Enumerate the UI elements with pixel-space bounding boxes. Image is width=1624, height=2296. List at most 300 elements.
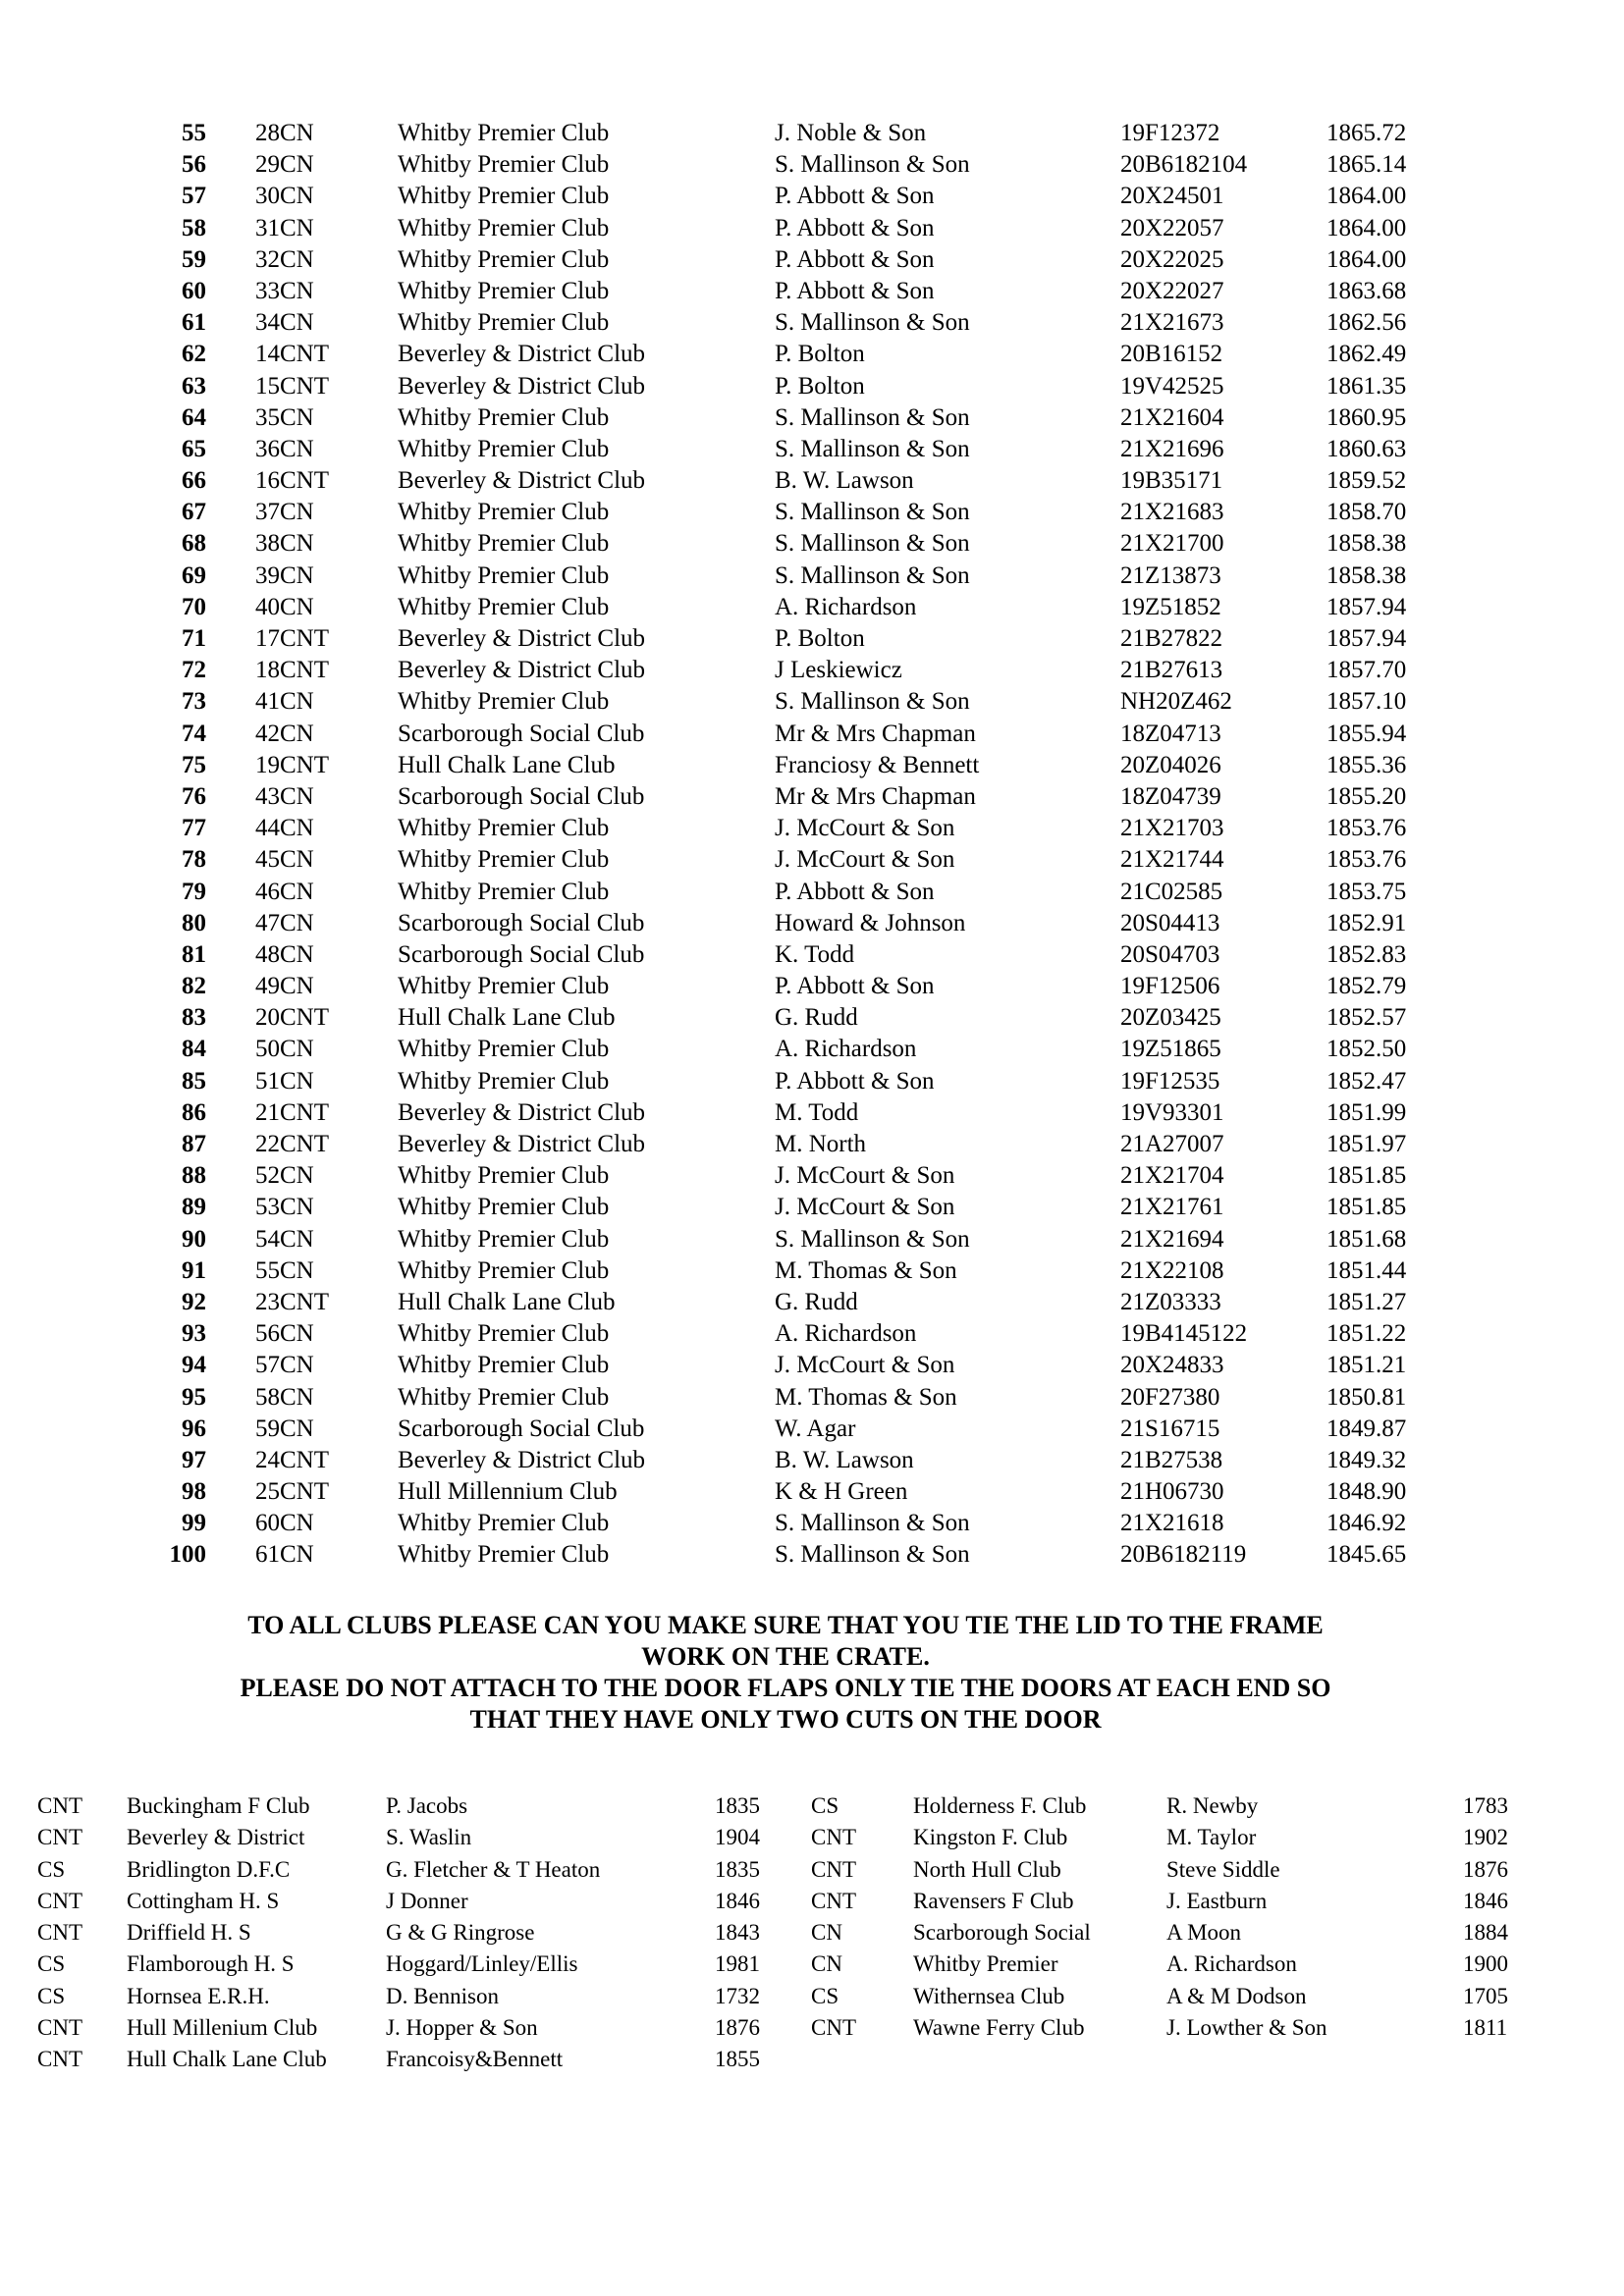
- velocity: 1845.65: [1326, 1541, 1407, 1569]
- club-name: Withernsea Club: [913, 1983, 1065, 2008]
- club-name: Beverley & District: [127, 1825, 305, 1850]
- entry-code: 21CNT: [255, 1098, 329, 1126]
- entry-code: 32CN: [255, 245, 314, 273]
- club-name: Bridlington D.F.C: [127, 1856, 291, 1882]
- winner-name: A & M Dodson: [1166, 1983, 1307, 2008]
- position: 78: [182, 846, 206, 874]
- club-name: Flamborough H. S: [127, 1951, 295, 1977]
- velocity: 1860.63: [1326, 435, 1407, 462]
- entry-code: 39CN: [255, 561, 314, 589]
- club-name: Whitby Premier Club: [398, 878, 610, 905]
- club-name: Beverley & District Club: [398, 467, 646, 495]
- owner-name: Franciosy & Bennett: [775, 751, 980, 778]
- position: 83: [182, 1004, 206, 1032]
- position: 81: [182, 940, 206, 968]
- owner-name: M. Todd: [775, 1098, 859, 1126]
- section-code: CS: [37, 1856, 66, 1882]
- club-name: Scarborough Social Club: [398, 909, 645, 936]
- club-name: Beverley & District Club: [398, 1446, 646, 1473]
- velocity: 1862.56: [1326, 309, 1407, 337]
- result-row: [162, 1066, 1438, 1097]
- winner-name: M. Taylor: [1166, 1825, 1257, 1850]
- ring-number: 20X24501: [1120, 183, 1224, 210]
- owner-name: J Leskiewicz: [775, 657, 902, 684]
- club-name: Whitby Premier Club: [398, 277, 610, 304]
- velocity: 1857.10: [1326, 688, 1407, 716]
- winner-name: P. Jacobs: [386, 1793, 468, 1818]
- section-code: CNT: [811, 1856, 856, 1882]
- ring-number: 20B6182119: [1120, 1541, 1247, 1569]
- owner-name: P. Abbott & Son: [775, 973, 935, 1000]
- ring-number: 20S04413: [1120, 909, 1220, 936]
- club-name: Cottingham H. S: [127, 1888, 280, 1913]
- club-name: Whitby Premier Club: [398, 1541, 610, 1569]
- entry-code: 24CNT: [255, 1446, 329, 1473]
- club-name: North Hull Club: [913, 1856, 1061, 1882]
- entry-code: 45CN: [255, 846, 314, 874]
- ring-number: 21A27007: [1120, 1131, 1224, 1157]
- owner-name: Howard & Johnson: [775, 909, 966, 936]
- result-row: [162, 497, 1438, 528]
- section-code: CNT: [37, 1888, 82, 1913]
- result-row: [162, 686, 1438, 718]
- result-row: [162, 1192, 1438, 1223]
- club-summary-right: [811, 1790, 1518, 2044]
- club-name: Whitby Premier Club: [398, 815, 610, 842]
- club-name: Driffield H. S: [127, 1920, 251, 1946]
- ring-number: 20B16152: [1120, 341, 1223, 368]
- club-name: Beverley & District Club: [398, 372, 646, 400]
- velocity: 1811: [1463, 2015, 1508, 2041]
- position: 75: [182, 751, 206, 778]
- ring-number: 19V42525: [1120, 372, 1224, 400]
- owner-name: P. Bolton: [775, 341, 865, 368]
- result-row: [162, 939, 1438, 971]
- ring-number: 20X22025: [1120, 245, 1224, 273]
- ring-number: 21X22108: [1120, 1256, 1224, 1284]
- section-code: CS: [37, 1983, 66, 2008]
- result-row: [162, 118, 1438, 149]
- position: 79: [182, 878, 206, 905]
- club-name: Hull Chalk Lane Club: [398, 1004, 616, 1032]
- winner-name: A Moon: [1166, 1920, 1242, 1946]
- owner-name: S. Mallinson & Son: [775, 435, 970, 462]
- ring-number: 19F12372: [1120, 120, 1220, 146]
- position: 72: [182, 657, 206, 684]
- velocity: 1846.92: [1326, 1510, 1407, 1537]
- owner-name: S. Mallinson & Son: [775, 1510, 970, 1537]
- summary-row: [37, 2012, 774, 2044]
- velocity: 1732: [715, 1983, 760, 2008]
- owner-name: S. Mallinson & Son: [775, 309, 970, 337]
- velocity: 1851.85: [1326, 1162, 1407, 1190]
- position: 97: [182, 1446, 206, 1473]
- owner-name: Mr & Mrs Chapman: [775, 720, 976, 747]
- owner-name: P. Abbott & Son: [775, 214, 935, 241]
- notice-line: PLEASE DO NOT ATTACH TO THE DOOR FLAPS ONLY TIE THE DOORS AT EACH END SO: [240, 1674, 1331, 1702]
- club-name: Whitby Premier Club: [398, 214, 610, 241]
- club-name: Whitby Premier Club: [398, 499, 610, 526]
- owner-name: J. Noble & Son: [775, 120, 927, 146]
- owner-name: S. Mallinson & Son: [775, 151, 970, 179]
- ring-number: 19F12506: [1120, 973, 1220, 1000]
- ring-number: 19Z51852: [1120, 593, 1221, 620]
- section-code: CNT: [37, 1793, 82, 1818]
- ring-number: 21Z03333: [1120, 1288, 1221, 1315]
- winner-name: R. Newby: [1166, 1793, 1259, 1818]
- ring-number: 20B6182104: [1120, 151, 1248, 179]
- result-row: [162, 181, 1438, 212]
- position: 94: [182, 1352, 206, 1379]
- velocity: 1851.85: [1326, 1194, 1407, 1221]
- result-row: [162, 276, 1438, 307]
- result-row: [162, 149, 1438, 181]
- velocity: 1864.00: [1326, 245, 1407, 273]
- owner-name: K. Todd: [775, 940, 855, 968]
- ring-number: 21B27822: [1120, 625, 1223, 652]
- result-row: [162, 1287, 1438, 1318]
- result-row: [162, 1318, 1438, 1350]
- velocity: 1857.94: [1326, 625, 1407, 652]
- result-row: [162, 877, 1438, 908]
- ring-number: 20X24833: [1120, 1352, 1224, 1379]
- velocity: 1855.20: [1326, 782, 1407, 810]
- entry-code: 51CN: [255, 1067, 314, 1095]
- ring-number: 21B27613: [1120, 657, 1223, 684]
- entry-code: 31CN: [255, 214, 314, 241]
- ring-number: 21C02585: [1120, 878, 1223, 905]
- winner-name: Francoisy&Bennett: [386, 2047, 564, 2072]
- velocity: 1835: [715, 1856, 760, 1882]
- club-name: Beverley & District Club: [398, 341, 646, 368]
- owner-name: S. Mallinson & Son: [775, 499, 970, 526]
- position: 59: [182, 245, 206, 273]
- club-name: Whitby Premier Club: [398, 593, 610, 620]
- entry-code: 54CN: [255, 1225, 314, 1253]
- club-name: Scarborough Social: [913, 1920, 1091, 1946]
- club-name: Whitby Premier Club: [398, 688, 610, 716]
- result-row: [162, 781, 1438, 813]
- entry-code: 23CNT: [255, 1288, 329, 1315]
- velocity: 1852.79: [1326, 973, 1407, 1000]
- position: 86: [182, 1098, 206, 1126]
- entry-code: 48CN: [255, 940, 314, 968]
- result-row: [162, 1129, 1438, 1160]
- velocity: 1852.57: [1326, 1004, 1407, 1032]
- entry-code: 56CN: [255, 1320, 314, 1348]
- club-name: Hull Chalk Lane Club: [127, 2047, 327, 2072]
- owner-name: B. W. Lawson: [775, 467, 914, 495]
- result-row: [162, 1445, 1438, 1476]
- result-row: [162, 1224, 1438, 1255]
- velocity: 1851.68: [1326, 1225, 1407, 1253]
- summary-row: [811, 1917, 1518, 1949]
- club-name: Whitby Premier Club: [398, 1383, 610, 1411]
- entry-code: 60CN: [255, 1510, 314, 1537]
- entry-code: 35CN: [255, 403, 314, 431]
- entry-code: 55CN: [255, 1256, 314, 1284]
- notice-line: THAT THEY HAVE ONLY TWO CUTS ON THE DOOR: [469, 1705, 1102, 1734]
- velocity: 1852.50: [1326, 1036, 1407, 1063]
- velocity: 1843: [715, 1920, 760, 1946]
- velocity: 1904: [715, 1825, 760, 1850]
- ring-number: 19V93301: [1120, 1098, 1224, 1126]
- velocity: 1864.00: [1326, 214, 1407, 241]
- owner-name: S. Mallinson & Son: [775, 688, 970, 716]
- club-name: Beverley & District Club: [398, 625, 646, 652]
- club-name: Whitby Premier Club: [398, 309, 610, 337]
- entry-code: 41CN: [255, 688, 314, 716]
- ring-number: 20X22057: [1120, 214, 1224, 241]
- velocity: 1859.52: [1326, 467, 1407, 495]
- ring-number: 21X21744: [1120, 846, 1224, 874]
- winner-name: J. Hopper & Son: [386, 2015, 538, 2041]
- velocity: 1783: [1463, 1793, 1508, 1818]
- club-name: Whitby Premier Club: [398, 403, 610, 431]
- velocity: 1861.35: [1326, 372, 1407, 400]
- winner-name: S. Waslin: [386, 1825, 472, 1850]
- ring-number: NH20Z462: [1120, 688, 1232, 716]
- entry-code: 20CNT: [255, 1004, 329, 1032]
- position: 58: [182, 214, 206, 241]
- summary-row: [811, 1949, 1518, 1980]
- velocity: 1900: [1463, 1951, 1508, 1977]
- owner-name: J. McCourt & Son: [775, 815, 955, 842]
- position: 85: [182, 1067, 206, 1095]
- result-row: [162, 655, 1438, 686]
- velocity: 1851.99: [1326, 1098, 1407, 1126]
- result-row: [162, 1382, 1438, 1414]
- velocity: 1851.22: [1326, 1320, 1407, 1348]
- club-name: Whitby Premier Club: [398, 846, 610, 874]
- entry-code: 52CN: [255, 1162, 314, 1190]
- club-name: Kingston F. Club: [913, 1825, 1068, 1850]
- velocity: 1852.47: [1326, 1067, 1407, 1095]
- owner-name: P. Abbott & Son: [775, 245, 935, 273]
- club-name: Beverley & District Club: [398, 1098, 646, 1126]
- crate-notice: [137, 1610, 1434, 1735]
- velocity: 1858.38: [1326, 561, 1407, 589]
- owner-name: G. Rudd: [775, 1288, 858, 1315]
- notice-line: TO ALL CLUBS PLEASE CAN YOU MAKE SURE THAT YOU TIE THE LID TO THE FRAME: [247, 1611, 1324, 1639]
- owner-name: Mr & Mrs Chapman: [775, 782, 976, 810]
- owner-name: S. Mallinson & Son: [775, 561, 970, 589]
- velocity: 1855.36: [1326, 751, 1407, 778]
- club-name: Scarborough Social Club: [398, 720, 645, 747]
- notice-line: WORK ON THE CRATE.: [641, 1642, 930, 1671]
- winner-name: D. Bennison: [386, 1983, 499, 2008]
- section-code: CNT: [811, 1888, 856, 1913]
- entry-code: 15CNT: [255, 372, 329, 400]
- result-row: [162, 971, 1438, 1002]
- position: 84: [182, 1036, 206, 1063]
- club-name: Buckingham F Club: [127, 1793, 310, 1818]
- ring-number: 20S04703: [1120, 940, 1220, 968]
- ring-number: 21X21618: [1120, 1510, 1224, 1537]
- velocity: 1851.44: [1326, 1256, 1407, 1284]
- ring-number: 19B35171: [1120, 467, 1223, 495]
- position: 70: [182, 593, 206, 620]
- club-name: Whitby Premier Club: [398, 1352, 610, 1379]
- velocity: 1863.68: [1326, 277, 1407, 304]
- entry-code: 14CNT: [255, 341, 329, 368]
- ring-number: 20Z04026: [1120, 751, 1221, 778]
- entry-code: 43CN: [255, 782, 314, 810]
- result-row: [162, 1476, 1438, 1508]
- summary-row: [811, 1790, 1518, 1822]
- winner-name: A. Richardson: [1166, 1951, 1297, 1977]
- owner-name: P. Abbott & Son: [775, 277, 935, 304]
- velocity: 1876: [715, 2015, 760, 2041]
- owner-name: A. Richardson: [775, 1320, 917, 1348]
- ring-number: 21Z13873: [1120, 561, 1221, 589]
- owner-name: J. McCourt & Son: [775, 1194, 955, 1221]
- ring-number: 21X21673: [1120, 309, 1224, 337]
- entry-code: 53CN: [255, 1194, 314, 1221]
- ring-number: 21X21700: [1120, 530, 1224, 558]
- section-code: CNT: [811, 1825, 856, 1850]
- velocity: 1851.97: [1326, 1131, 1407, 1157]
- owner-name: P. Abbott & Son: [775, 1067, 935, 1095]
- position: 92: [182, 1288, 206, 1315]
- summary-row: [37, 1949, 774, 1980]
- club-summary-left: [37, 1790, 774, 2076]
- ring-number: 21B27538: [1120, 1446, 1223, 1473]
- velocity: 1860.95: [1326, 403, 1407, 431]
- club-name: Whitby Premier Club: [398, 1256, 610, 1284]
- section-code: CN: [811, 1920, 842, 1946]
- velocity: 1858.70: [1326, 499, 1407, 526]
- summary-row: [811, 1886, 1518, 1917]
- position: 100: [169, 1541, 206, 1569]
- result-row: [162, 402, 1438, 434]
- result-row: [162, 528, 1438, 560]
- position: 88: [182, 1162, 206, 1190]
- entry-code: 17CNT: [255, 625, 329, 652]
- result-row: [162, 561, 1438, 592]
- position: 55: [182, 120, 206, 146]
- ring-number: 21H06730: [1120, 1478, 1224, 1506]
- entry-code: 34CN: [255, 309, 314, 337]
- position: 90: [182, 1225, 206, 1253]
- entry-code: 18CNT: [255, 657, 329, 684]
- result-row: [162, 908, 1438, 939]
- owner-name: J. McCourt & Son: [775, 1162, 955, 1190]
- winner-name: G & G Ringrose: [386, 1920, 535, 1946]
- club-name: Whitby Premier Club: [398, 151, 610, 179]
- winner-name: J. Eastburn: [1166, 1888, 1268, 1913]
- club-name: Holderness F. Club: [913, 1793, 1087, 1818]
- position: 73: [182, 688, 206, 716]
- club-name: Whitby Premier Club: [398, 1036, 610, 1063]
- summary-row: [37, 1822, 774, 1853]
- owner-name: M. North: [775, 1131, 867, 1157]
- position: 61: [182, 309, 206, 337]
- result-row: [162, 813, 1438, 844]
- owner-name: S. Mallinson & Son: [775, 530, 970, 558]
- velocity: 1853.75: [1326, 878, 1407, 905]
- club-name: Scarborough Social Club: [398, 782, 645, 810]
- result-row: [162, 1539, 1438, 1571]
- result-row: [162, 623, 1438, 655]
- section-code: CNT: [811, 2015, 856, 2041]
- owner-name: K & H Green: [775, 1478, 908, 1506]
- owner-name: M. Thomas & Son: [775, 1256, 957, 1284]
- result-row: [162, 1034, 1438, 1065]
- owner-name: S. Mallinson & Son: [775, 1541, 970, 1569]
- position: 67: [182, 499, 206, 526]
- result-row: [162, 1414, 1438, 1445]
- summary-row: [811, 1981, 1518, 2012]
- result-row: [162, 434, 1438, 465]
- entry-code: 30CN: [255, 183, 314, 210]
- position: 89: [182, 1194, 206, 1221]
- position: 77: [182, 815, 206, 842]
- velocity: 1853.76: [1326, 815, 1407, 842]
- position: 68: [182, 530, 206, 558]
- entry-code: 29CN: [255, 151, 314, 179]
- club-name: Whitby Premier Club: [398, 1225, 610, 1253]
- velocity: 1835: [715, 1793, 760, 1818]
- club-name: Scarborough Social Club: [398, 1415, 645, 1442]
- result-row: [162, 465, 1438, 497]
- position: 87: [182, 1131, 206, 1157]
- entry-code: 33CN: [255, 277, 314, 304]
- velocity: 1853.76: [1326, 846, 1407, 874]
- entry-code: 36CN: [255, 435, 314, 462]
- summary-row: [37, 1886, 774, 1917]
- velocity: 1857.70: [1326, 657, 1407, 684]
- result-row: [162, 750, 1438, 781]
- ring-number: 21X21696: [1120, 435, 1224, 462]
- entry-code: 47CN: [255, 909, 314, 936]
- summary-row: [37, 1917, 774, 1949]
- club-name: Hull Chalk Lane Club: [398, 751, 616, 778]
- result-row: [162, 339, 1438, 370]
- entry-code: 25CNT: [255, 1478, 329, 1506]
- entry-code: 57CN: [255, 1352, 314, 1379]
- result-row: [162, 1350, 1438, 1381]
- entry-code: 38CN: [255, 530, 314, 558]
- club-name: Ravensers F Club: [913, 1888, 1074, 1913]
- velocity: 1850.81: [1326, 1383, 1407, 1411]
- entry-code: 49CN: [255, 973, 314, 1000]
- entry-code: 46CN: [255, 878, 314, 905]
- ring-number: 19F12535: [1120, 1067, 1220, 1095]
- owner-name: P. Abbott & Son: [775, 183, 935, 210]
- result-row: [162, 1097, 1438, 1129]
- owner-name: A. Richardson: [775, 593, 917, 620]
- velocity: 1862.49: [1326, 341, 1407, 368]
- position: 74: [182, 720, 206, 747]
- entry-code: 40CN: [255, 593, 314, 620]
- velocity: 1855.94: [1326, 720, 1407, 747]
- velocity: 1855: [715, 2047, 760, 2072]
- position: 93: [182, 1320, 206, 1348]
- entry-code: 19CNT: [255, 751, 329, 778]
- summary-row: [37, 1981, 774, 2012]
- club-name: Whitby Premier Club: [398, 435, 610, 462]
- section-code: CS: [811, 1983, 839, 2008]
- summary-row: [37, 1790, 774, 1822]
- ring-number: 21S16715: [1120, 1415, 1220, 1442]
- velocity: 1851.27: [1326, 1288, 1407, 1315]
- club-name: Whitby Premier Club: [398, 183, 610, 210]
- owner-name: J. McCourt & Son: [775, 846, 955, 874]
- position: 76: [182, 782, 206, 810]
- summary-row: [811, 2012, 1518, 2044]
- velocity: 1857.94: [1326, 593, 1407, 620]
